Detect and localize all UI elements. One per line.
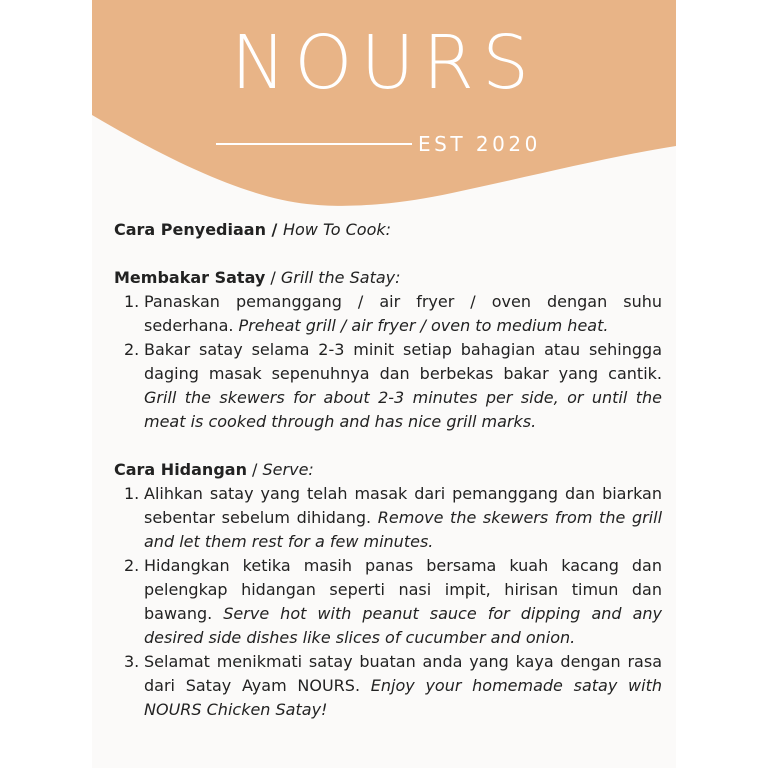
- heading-ms: Cara Penyediaan: [114, 220, 266, 239]
- step-number: 3.: [124, 652, 140, 671]
- serve-heading-ms: Cara Hidangan: [114, 460, 247, 479]
- step-number: 2.: [124, 340, 140, 359]
- grill-steps: [114, 290, 662, 434]
- serve-heading-en: Serve:: [262, 460, 314, 479]
- heading-sep: /: [265, 220, 283, 239]
- step-text-ms: Hidangkan ketika masih panas bersama kuah kacang dan pelengkap hidangan seperti nasi impit, hirisan timun dan bawang.: [144, 556, 662, 623]
- established-line: [216, 134, 541, 154]
- serve-step: [114, 482, 662, 554]
- step-text-en: Enjoy your homemade satay with NOURS Chicken Satay!: [144, 676, 662, 719]
- serve-steps: [114, 482, 662, 722]
- grill-heading-sep: /: [265, 268, 281, 287]
- divider-line: [216, 143, 412, 145]
- grill-heading: [114, 266, 662, 290]
- step-text-en: Preheat grill / air fryer / oven to medium heat.: [238, 316, 609, 335]
- serve-step: [114, 650, 662, 722]
- step-text-en: Remove the skewers from the grill and let them rest for a few minutes.: [144, 508, 663, 551]
- how-to-cook-heading: [114, 218, 662, 242]
- heading-en: How To Cook:: [282, 220, 392, 239]
- step-text-ms: Alihkan satay yang telah masak dari pemanggang dan biarkan sebentar sebelum dihidang.: [144, 484, 662, 527]
- step-number: 1.: [124, 484, 140, 503]
- instructions: [114, 218, 662, 722]
- step-text-ms: Panaskan pemanggang / air fryer / oven dengan suhu sederhana.: [144, 292, 662, 335]
- step-text-en: Serve hot with peanut sauce for dipping and any desired side dishes like slices of cucumber and onion.: [144, 604, 662, 647]
- serve-heading-sep: /: [246, 460, 263, 479]
- grill-step: [114, 338, 662, 434]
- step-number: 1.: [124, 292, 140, 311]
- recipe-card: [92, 0, 676, 768]
- serve-step: [114, 554, 662, 650]
- grill-step: [114, 290, 662, 338]
- step-text-ms: Selamat menikmati satay buatan anda yang kaya dengan rasa dari Satay Ayam NOURS.: [144, 652, 662, 695]
- established-year: EST 2020: [418, 132, 541, 156]
- step-number: 2.: [124, 556, 140, 575]
- serve-heading: [114, 458, 662, 482]
- grill-heading-ms: Membakar Satay: [114, 268, 266, 287]
- grill-heading-en: Grill the Satay:: [280, 268, 401, 287]
- brand-logo: NOURS: [230, 20, 538, 106]
- step-text-en: Grill the skewers for about 2-3 minutes per side, or until the meat is cooked through and has nice grill marks.: [144, 388, 662, 431]
- step-text-ms: Bakar satay selama 2-3 minit setiap bahagian atau sehingga daging masak sepenuhnya dan berbekas bakar yang cantik.: [144, 340, 662, 383]
